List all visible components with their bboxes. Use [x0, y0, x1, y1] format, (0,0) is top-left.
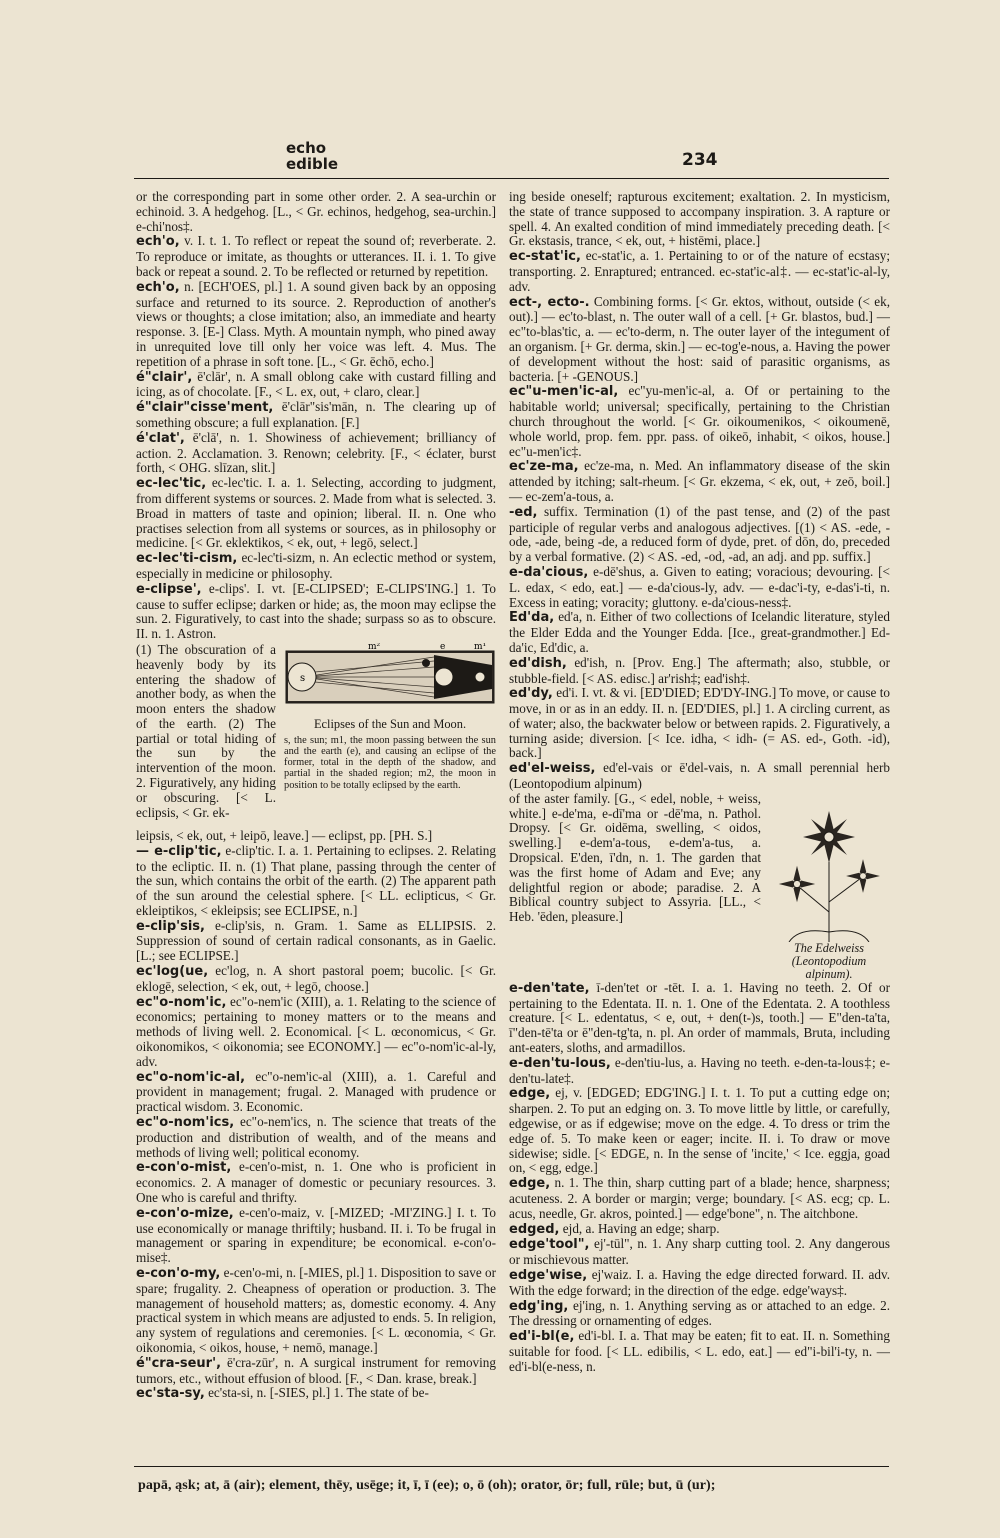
entry-definition: ec'log, n. A short pastoral poem; bucolic. [< Gr. eklogē, selection, < ek, out, + legō, choose.]	[136, 963, 496, 994]
dictionary-entry	[136, 1356, 496, 1387]
footer-rule	[134, 1466, 889, 1467]
dictionary-entry	[509, 249, 890, 294]
eclipse-caption: Eclipses of the Sun and Moon.	[313, 716, 467, 731]
entry-definition: ec"yu-men'ic-al, a. Of or pertaining to the habitable world; universal; specifically, pertaining to the Christian church throughout the world. [< Gr. oikoumenikos, < oikoumenē, whole world, prop. fem. ppr. pass. of oikeō, inhabit, < oikos, house.] ec"u-men'ic‡.	[509, 383, 890, 459]
dictionary-entry	[509, 656, 890, 687]
dictionary-entry	[509, 1299, 890, 1330]
entry-headword: e-con'o-my,	[136, 1266, 221, 1282]
entry-headword: ed'i-bl(e,	[509, 1329, 575, 1345]
header-rule	[134, 178, 889, 179]
pronunciation-key: papā, ąsk; at, ā (air); element, thēy, usēge; it, ī, ī (ee); o, ō (oh); orator, ōr; full, rūle; but, ū (ur);	[138, 1478, 716, 1493]
entry-headword: edge'wise,	[509, 1268, 588, 1284]
entry-definition: ed'i-bl. I. a. That may be eaten; fit to eat. II. n. Something suitable for food. [< LL. edibilis, < L. edo, eat.] — ed"i-bil'i-ty, n. — ed'i-bl(e-ness, n.	[509, 1328, 890, 1374]
entry-definition: ec'sta-si, n. [-SIES, pl.] 1. The state of be-	[204, 1385, 429, 1401]
entry-definition: ed'i. I. vt. & vi. [ED'DIED; ED'DY-ING.] To move, or cause to move, in or as in an eddy. II. n. [ED'DIES, pl.] 1. A circling current, as of water; also, the backwater below or between rapids. 2. Figuratively, a turning aside; diversion. [< Ice. idha, < idh- (= AS. ed-, Goth. -id), back.]	[509, 685, 890, 761]
guide-word-last: edible	[286, 155, 339, 173]
entry-definition: ec"o-nem'ic (XIII), a. 1. Relating to the science of economics; pertaining to money matters or to the means and methods of living well. 2. Economical. [< L. œconomicus, < Gr. oikonomikos, < oikonomia; see ECONOMY.] — ec"o-nom'ic-al-ly, adv.	[136, 993, 496, 1069]
dictionary-entry	[136, 400, 496, 431]
dictionary-entry	[509, 1329, 890, 1374]
entry-definition: suffix. Termination (1) of the past tense, and (2) of the past participle of regular verbs and analogous adjectives. [(1) < AS. -ede, -ode, -ade, being -de, a reduced form of dyde, pret. of dōn, do, preceded by a verbal formative. (2) < AS. -ed, -od, -ad, an adj. and pp. suffix.]	[509, 503, 890, 565]
entry-headword: ec"u-men'ic-al,	[509, 384, 619, 400]
left-entries-bottom	[136, 829, 496, 1402]
dictionary-entry	[136, 1160, 496, 1205]
dictionary-entry	[509, 1056, 890, 1087]
dictionary-entry	[509, 1222, 890, 1238]
entry-headword: Ed'da,	[509, 610, 555, 626]
dictionary-entry	[136, 551, 496, 582]
entry-headword: e-da'cious,	[509, 564, 589, 580]
entry-definition: e-dē'shus, a. Given to eating; voracious; devouring. [< L. edax, < edo, eat.] — e-da'cious-ly, adv. — e-dac'i-ty, e-das'i-ti, n. Excess in eating; voracity; gluttony. e-da'cious-ness‡.	[509, 563, 890, 610]
right-entries-bottom	[509, 981, 890, 1375]
dictionary-entry	[136, 995, 496, 1070]
dictionary-entry	[136, 476, 496, 551]
entry-headword: e-den'tu-lous,	[509, 1055, 611, 1071]
figure-label-s: s	[300, 672, 306, 684]
entry-headword: ec"o-nom'ic,	[136, 994, 227, 1010]
dictionary-entry	[136, 431, 496, 476]
dictionary-entry	[509, 459, 890, 504]
eclipse-note: s, the sun; m1, the moon passing between the sun and the earth (e), and causing an eclipse of the former, total in the depth of the shadow, and partial in the shaded region; m2, the moon in position to be totally eclipsed by the earth.	[284, 734, 496, 791]
entry-headword: -ed,	[509, 504, 538, 520]
entry-definition: or the corresponding part in some other order. 2. A sea-urchin or echinoid. 3. A hedgehog. [L., < Gr. echinos, hedgehog, sea-urchin.] e-chi'nos‡.	[136, 189, 496, 234]
entry-definition: ec-lec'tic. I. a. 1. Selecting, according to judgment, from different systems or sources. 2. Made from what is selected. 3. Broad in matters of taste and opinion; liberal. II. n. One who practises selection from all systems or sources, as in philosophy or medicine. [< Gr. eklektikos, < ek, out, + legō, select.]	[136, 475, 496, 551]
entry-definition: e-clips'. I. vt. [E-CLIPSED'; E-CLIPS'ING.] 1. To cause to suffer eclipse; darken or hide; as, the moon may eclipse the sun. 2. Figuratively, to cast into the shade; surpass so as to obscure. II. n. 1. Astron.	[136, 580, 496, 642]
entry-definition: ej'ing, n. 1. Anything serving as or attached to an edge. 2. The dressing or ornamenting of edges.	[509, 1297, 890, 1329]
eclipse-wrap-text: (1) The obscuration of a heavenly body by its entering the shadow of another body, as when the moon enters the shadow of the earth. (2) The partial or total hiding of the sun by the intervention of the moon. 2. Figuratively, any hiding or obscuring. [< L. eclipsis, < Gr. ek-	[136, 641, 276, 820]
eclipse-diagram	[284, 643, 496, 713]
entry-headword: ec-lec'tic,	[136, 476, 207, 492]
entry-headword: e-clipse',	[136, 581, 202, 597]
entry-headword: é'clat',	[136, 430, 185, 446]
entry-headword: é"clair',	[136, 369, 193, 385]
entry-definition: ī-den'tet or -tēt. I. a. 1. Having no teeth. 2. Of or pertaining to the Edentata. II. n. 1. One of the Edentata. 2. A toothless creature. [< L. edentatus, < e, out, + den(t-)s, tooth.] — E"den-ta'ta, ī"den-tē'ta or ē"den-tg'ta, n. pl. An order of mammals, Bruta, including ant-eaters, sloths, and armadillos.	[509, 979, 890, 1056]
dictionary-entry	[136, 370, 496, 401]
dictionary-entry	[136, 964, 496, 995]
entry-headword: ed'dy,	[509, 686, 553, 702]
entry-definition: ē'clār', n. A small oblong cake with custard filling and icing, as of chocolate. [F., < L. ex, out, + claro, clear.]	[136, 368, 496, 400]
entry-headword: edge,	[509, 1086, 551, 1102]
entry-definition: e-clip'tic. I. a. 1. Pertaining to eclipses. 2. Relating to the ecliptic. II. n. (1) That plane, passing through the center of the sun, which contains the orbit of the earth. (2) The apparent path of the sun around the celestial sphere. [< LL. eclipticus, < Gr. ekleiptikos, < ekleipsis; see ECLIPSE, n.]	[136, 842, 496, 918]
figure-label-m1: m¹	[474, 642, 487, 652]
dictionary-entry	[136, 582, 496, 642]
page-number: 234	[682, 150, 718, 170]
entry-headword: — e-clip'tic,	[136, 843, 222, 859]
edelweiss-figure	[769, 792, 889, 981]
entry-definition: ed'ish, n. [Prov. Eng.] The aftermath; also, stubble, or stubble-field. [< AS. edisc.] ar'rish‡; ead'ish‡.	[509, 654, 890, 686]
dictionary-entry	[509, 384, 890, 459]
entry-headword: edged,	[509, 1221, 560, 1237]
dictionary-entry	[509, 1086, 890, 1176]
dictionary-entry	[509, 761, 890, 792]
entry-definition: ē'clā', n. 1. Showiness of achievement; brilliancy of action. 2. Acclamation. 3. Renown; celebrity. [F., < éclater, burst forth, < OHG. slīzan, slit.]	[136, 429, 496, 476]
entry-headword: e-con'o-mize,	[136, 1205, 234, 1221]
dictionary-entry	[136, 1266, 496, 1356]
entry-definition: v. I. t. 1. To reflect or repeat the sound of; reverberate. 2. To reproduce or imitate, as thoughts or utterances. II. i. 1. To give back or repeat a sound. 2. To be reflected or returned by repetition.	[136, 233, 496, 279]
figure-label-m2: m²	[368, 642, 381, 652]
dictionary-entry	[509, 190, 890, 249]
dictionary-entry	[136, 844, 496, 919]
dictionary-entry	[136, 280, 496, 370]
dictionary-entry	[136, 1206, 496, 1266]
dictionary-entry	[136, 234, 496, 279]
edelweiss-wrap	[509, 792, 890, 981]
entry-definition: ej'waiz. I. a. Having the edge directed forward. II. adv. With the edge forward; in the direction of the edge. edge'ways‡.	[509, 1267, 890, 1298]
dictionary-entry	[136, 1386, 496, 1402]
dictionary-entry	[509, 295, 890, 385]
entry-headword: ech'o,	[136, 234, 180, 250]
entry-definition: ec-lec'ti-sizm, n. An eclectic method or system, especially in medicine or philosophy.	[136, 550, 496, 581]
figure-label-e: e	[440, 642, 446, 652]
entry-definition: ē'clār"sis'mān, n. The clearing up of something obscure; a full explanation. [F.]	[136, 399, 496, 430]
entry-definition: ej'-tūl", n. 1. Any sharp cutting tool. 2. Any dangerous or mischievous matter.	[509, 1236, 890, 1268]
entry-headword: é"clair"cisse'ment,	[136, 400, 274, 416]
entry-headword: e-den'tate,	[509, 980, 590, 996]
left-entries-top	[136, 190, 496, 642]
entry-headword: e-con'o-mist,	[136, 1160, 232, 1176]
entry-headword: ed'dish,	[509, 655, 567, 671]
entry-definition: ejd, a. Having an edge; sharp.	[559, 1220, 720, 1236]
entry-definition: n. [ECH'OES, pl.] 1. A sound given back by an opposing surface and returned to its source. 2. Reproduction of another's views or thoughts; a close imitation; also, an immediate and hearty response. 3. [E-] Class. Myth. A mountain nymph, who pined away in unrequited love till only her voice was left. 4. Mus. The repetition of a phrase in soft tone. [L., < Gr. ēchō, echo.]	[136, 278, 496, 369]
entry-headword: ec'sta-sy,	[136, 1386, 205, 1402]
dictionary-entry	[509, 565, 890, 610]
entry-headword: ed'el-weiss,	[509, 761, 596, 777]
edelweiss-illustration	[769, 792, 889, 942]
guide-word-first: echo	[286, 139, 327, 157]
dictionary-entry	[509, 505, 890, 565]
dictionary-entry	[509, 1176, 890, 1221]
entry-headword: ec-lec'ti-cism,	[136, 551, 238, 567]
dictionary-entry	[509, 981, 890, 1056]
entry-definition: ing beside oneself; rapturous excitement; exaltation. 2. In mysticism, the state of trance supposed to accompany inspiration. 3. A rapture or spell. 4. An exalted condition of mind immediately preceding death. [< Gr. ekstasis, trance, < ek, out, + histēmi, place.]	[509, 189, 890, 249]
entry-definition: ed'a, n. Either of two collections of Icelandic literature, styled the Elder Edda and the Younger Edda. [Ice., great-grandmother.] Ed-da'ic, Ed'dic, a.	[509, 609, 890, 655]
entry-headword: ec"o-nom'ic-al,	[136, 1069, 246, 1085]
right-entries-top	[509, 190, 890, 792]
entry-definition: ed'el-vais or ē'del-vais, n. A small perennial herb (Leontopodium alpinum)	[509, 760, 890, 792]
dictionary-entry	[509, 1268, 890, 1299]
dictionary-entry	[509, 1237, 890, 1268]
entry-definition: e-clip'sis, n. Gram. 1. Same as ELLIPSIS. 2. Suppression of sound of certain radical consonants, as in Gaelic. [L.; see ECLIPSE.]	[136, 917, 496, 964]
edelweiss-wrap-text: of the aster family. [G., < edel, noble, + weiss, white.] e-de'ma, e-dī'ma or -dē'ma, n. Pathol. Dropsy. [< Gr. oidēma, swelling, < oidos, swelling.] e-dem'a-tous, e-dem'a-tus, a. Dropsical. E'den, ī'dn, n. 1. The garden that was the first home of Adam and Eve; any delightful region or abode; paradise. 2. A Biblical country subject to Assyria. [LL., < Heb. 'ēden, pleasure.]	[509, 790, 761, 925]
entry-headword: ect-, ecto-.	[509, 294, 590, 310]
dictionary-entry	[136, 829, 496, 844]
left-column	[136, 190, 496, 1402]
guide-words	[286, 140, 338, 172]
dictionary-entry	[136, 1070, 496, 1115]
entry-definition: Combining forms. [< Gr. ektos, without, outside (< ek, out).] — ec'to-blast, n. The outer wall of a cell. [+ Gr. blastos, bud.] — ec"to-blas'tic, a. — ec'to-derm, n. The outer layer of the integument of an organism. [+ Gr. derma, skin.] — ec-tog'e-nous, a. Having the power of development without the host: said of parasitic organisms, as bacteria. [+ -GENOUS.]	[509, 293, 890, 384]
right-column	[509, 190, 890, 1375]
eclipse-wrap	[136, 643, 496, 829]
dictionary-entry	[136, 919, 496, 964]
edelweiss-caption: The Edelweiss (Leontopodium alpinum).	[791, 940, 867, 981]
dictionary-entry	[509, 686, 890, 761]
entry-headword: edge'tool",	[509, 1237, 590, 1253]
entry-headword: ec'ze-ma,	[509, 459, 579, 475]
entry-definition: e-cen'o-maiz, v. [-MIZED; -MI'ZING.] I. t. To use economically or manage thriftily; husband. II. i. To be frugal in management or sparing in expenditure; be economical. e-con'o-mise‡.	[136, 1204, 496, 1266]
dictionary-entry	[136, 1115, 496, 1160]
entry-headword: ech'o,	[136, 279, 180, 295]
eclipse-figure	[284, 643, 496, 829]
entry-headword: edge,	[509, 1176, 551, 1192]
entry-headword: ec"o-nom'ics,	[136, 1115, 235, 1131]
entry-definition: e-cen'o-mist, n. 1. One who is proficient in economics. 2. A manager of domestic or pecuniary resources. 3. One who is careful and thrifty.	[136, 1159, 496, 1206]
entry-definition: e-den'tiu-lus, a. Having no teeth. e-den-ta-lous‡; e-den'tu-late‡.	[509, 1054, 890, 1086]
entry-definition: ē'cra-zūr', n. A surgical instrument for removing tumors, etc., without effusion of blood. [F., < Dan. krase, break.]	[136, 1354, 496, 1386]
entry-definition: ec-stat'ic, a. 1. Pertaining to or of the nature of ecstasy; transporting. 2. Enraptured; entranced. ec-stat'ic-al‡. — ec-stat'ic-al-ly, adv.	[509, 248, 890, 294]
entry-definition: ec"o-nem'ics, n. The science that treats of the production and distribution of wealth, and of the means and methods of living well; political economy.	[136, 1114, 496, 1160]
entry-definition: leipsis, < ek, out, + leipō, leave.] — eclipst, pp. [PH. S.]	[136, 827, 433, 843]
entry-definition: ej, v. [EDGED; EDG'ING.] I. t. 1. To put a cutting edge on; sharpen. 2. To put an edging on. 3. To move little by little, or carefully, edgewise, or as if edgewise; move on the edge. 4. To dress or trim the edge of. 5. To make keen or eager; incite. II. i. To draw or move sidewise; sidle. [< EDGE, n. In the sense of 'incite,' < Ice. eggja, goad on, < egg, edge.]	[509, 1085, 890, 1176]
entry-definition: ec"o-nem'ic-al (XIII), a. 1. Careful and provident in management; frugal. 2. Managed with prudence or practical wisdom. 3. Economic.	[136, 1068, 496, 1115]
dictionary-entry	[509, 610, 890, 655]
entry-headword: é"cra-seur',	[136, 1355, 222, 1371]
entry-headword: ec'log(ue,	[136, 964, 209, 980]
entry-definition: e-cen'o-mi, n. [-MIES, pl.] 1. Disposition to save or spare; frugality. 2. Cheapness of operation or production. 3. The management of household matters; as, domestic economy. 4. Any practical system in which means are adjusted to ends. 5. In religion, any system of regulations and ceremonies. [< L. œconomia, < Gr. oikonomia, < oikos, house, + nemō, manage.]	[136, 1265, 496, 1355]
entry-definition: ec'ze-ma, n. Med. An inflammatory disease of the skin attended by itching; salt-rheum. [< Gr. ekzema, < ek, out, + zeō, boil.] — ec-zem'a-tous, a.	[509, 458, 890, 504]
entry-headword: ec-stat'ic,	[509, 249, 581, 265]
entry-headword: edg'ing,	[509, 1298, 569, 1314]
dictionary-entry	[136, 190, 496, 234]
entry-headword: e-clip'sis,	[136, 918, 205, 934]
entry-definition: n. 1. The thin, sharp cutting part of a blade; hence, sharpness; acuteness. 2. A border or margin; verge; boundary. [< AS. ecg; cp. L. acus, needle, Gr. akros, pointed.] — edge'bone", n. The aitchbone.	[509, 1175, 890, 1221]
